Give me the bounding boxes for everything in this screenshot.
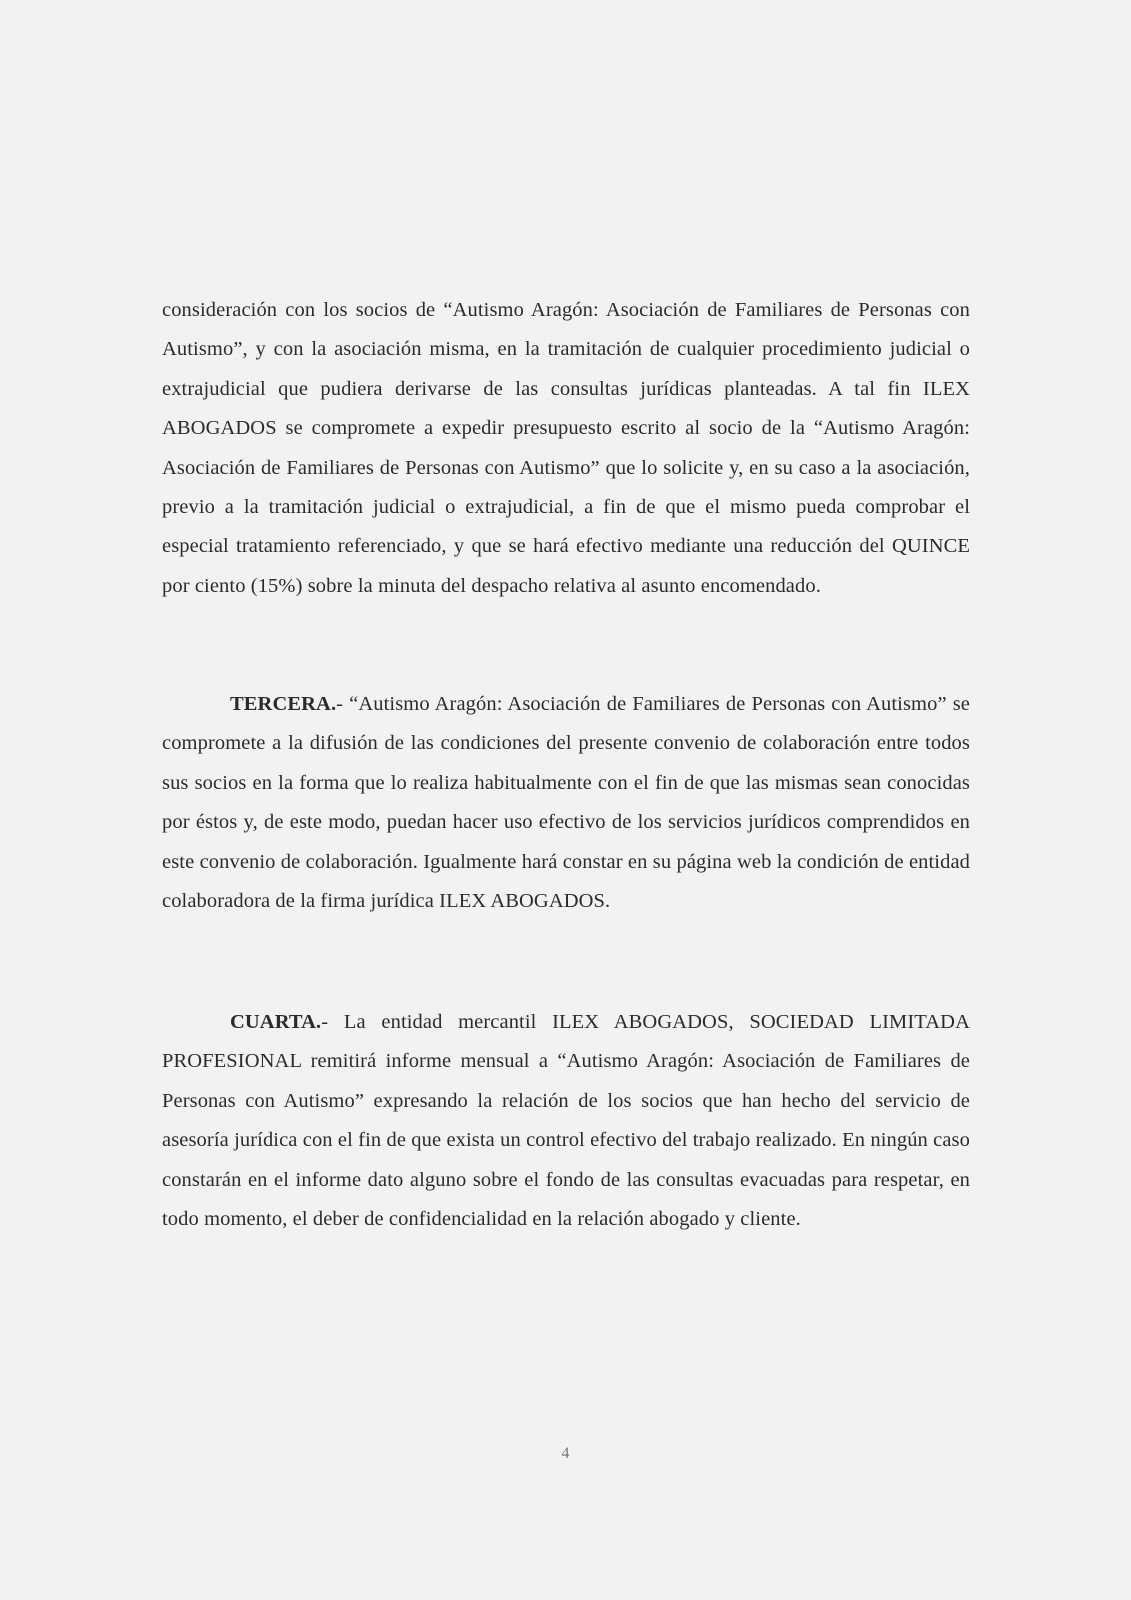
clause-tercera-text: - “Autismo Aragón: Asociación de Familiares de Personas con Autismo” se compromete a la difusión de las condiciones del presente convenio de colaboración entre todos sus socios en la forma que lo realiza habitualmente con el fin de que las mismas sean conocidas por éstos y, de este modo, puedan hacer uso efectivo de los servicios jurídicos comprendidos en este convenio de colaboración. Igualmente hará constar en su página web la condición de entidad colaboradora de la firma jurídica ILEX ABOGADOS.: [162, 693, 970, 913]
paragraph-continuation: consideración con los socios de “Autismo Aragón: Asociación de Familiares de Personas con Autismo”, y con la asociación misma, en la tramitación de cualquier procedimiento judicial o extrajudicial que pudiera derivarse de las consultas jurídicas planteadas. A tal fin ILEX ABOGADOS se compromete a expedir presupuesto escrito al socio de la “Autismo Aragón: Asociación de Familiares de Personas con Autismo” que lo solicite y, en su caso a la asociación, previo a la tramitación judicial o extrajudicial, a fin de que el mismo pueda comprobar el especial tratamiento referenciado, y que se hará efectivo mediante una reducción del QUINCE por ciento (15%) sobre la minuta del despacho relativa al asunto encomendado.: [162, 299, 970, 597]
clause-cuarta-text: - La entidad mercantil ILEX ABOGADOS, SOCIEDAD LIMITADA PROFESIONAL remitirá informe mensual a “Autismo Aragón: Asociación de Familiares de Personas con Autismo” expresando la relación de los socios que han hecho del servicio de asesoría jurídica con el fin de que exista un control efectivo del trabajo realizado. En ningún caso constarán en el informe dato alguno sobre el fondo de las consultas evacuadas para respetar, en todo momento, el deber de confidencialidad en la relación abogado y cliente.: [162, 1011, 970, 1231]
clause-tercera: [162, 685, 970, 921]
page-number: 4: [561, 1445, 570, 1462]
clause-cuarta-title: CUARTA.: [230, 1011, 322, 1033]
clause-tercera-title: TERCERA.: [230, 693, 337, 715]
clause-cuarta: [162, 1003, 970, 1239]
